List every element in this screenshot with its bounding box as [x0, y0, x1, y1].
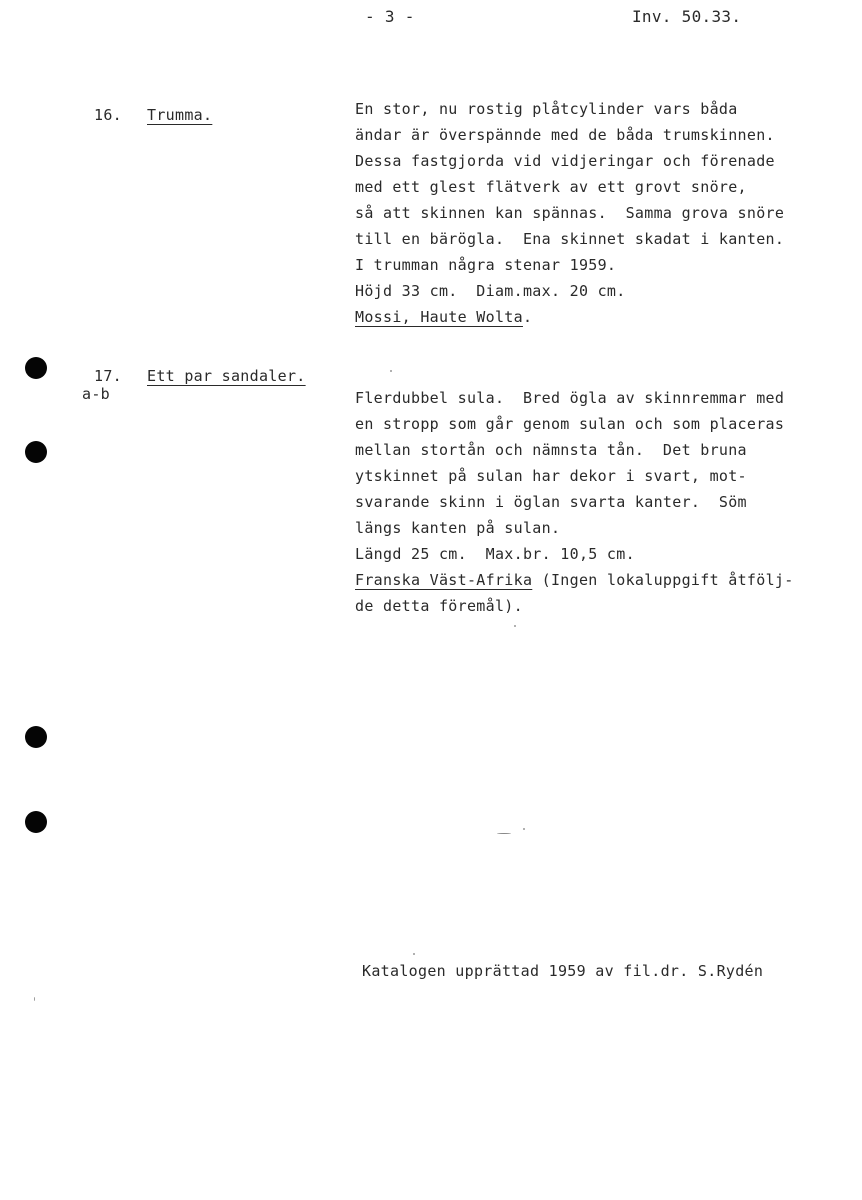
description-line: Höjd 33 cm. Diam.max. 20 cm. — [355, 282, 626, 300]
description-line: Längd 25 cm. Max.br. 10,5 cm. — [355, 545, 635, 563]
inventory-number: Inv. 50.33. — [632, 7, 742, 26]
provenance-location: Mossi, Haute Wolta — [355, 308, 523, 326]
punch-hole — [25, 726, 47, 748]
description-line: svarande skinn i öglan svarta kanter. Söm — [355, 493, 747, 511]
description-line: Flerdubbel sula. Bred ögla av skinnremmar med — [355, 389, 785, 407]
entry-17-title: Ett par sandaler. — [147, 367, 306, 385]
paper-speck — [413, 953, 415, 955]
entry-16-title: Trumma. — [147, 106, 213, 124]
description-line: med ett glest flätverk av ett grovt snöre, — [355, 178, 747, 196]
entry-17-number: 17. — [94, 367, 122, 385]
punch-hole — [25, 811, 47, 833]
punch-hole — [25, 441, 47, 463]
provenance-line — [355, 567, 794, 593]
paper-speck — [523, 828, 525, 830]
description-line: de detta föremål). — [355, 597, 523, 615]
description-line: En stor, nu rostig plåtcylinder vars båda — [355, 100, 738, 118]
description-line: ytskinnet på sulan har dekor i svart, mot- — [355, 467, 747, 485]
description-line: Dessa fastgjorda vid vidjeringar och förenade — [355, 152, 775, 170]
page-number: - 3 - — [365, 7, 415, 26]
provenance-suffix: (Ingen lokaluppgift åtfölj- — [532, 571, 794, 589]
catalog-signature: Katalogen upprättad 1959 av fil.dr. S.Rydén — [362, 962, 764, 980]
description-line: till en bärögla. Ena skinnet skadat i kanten. — [355, 230, 785, 248]
entry-17-description — [355, 385, 794, 619]
provenance-line — [355, 304, 784, 330]
punch-hole — [25, 357, 47, 379]
description-line: ändar är överspännde med de båda trumskinnen. — [355, 126, 775, 144]
provenance-location: Franska Väst-Afrika — [355, 571, 533, 589]
paper-speck — [390, 370, 392, 372]
entry-16-description — [355, 96, 784, 330]
description-line: mellan stortån och nämnsta tån. Det bruna — [355, 441, 747, 459]
description-line: I trumman några stenar 1959. — [355, 256, 617, 274]
description-line: en stropp som går genom sulan och som placeras — [355, 415, 785, 433]
paper-speck — [497, 833, 511, 834]
paper-speck — [34, 997, 35, 1001]
entry-17-subnumber: a-b — [82, 385, 110, 403]
paper-speck — [514, 625, 516, 627]
description-line: längs kanten på sulan. — [355, 519, 561, 537]
description-line: så att skinnen kan spännas. Samma grova snöre — [355, 204, 785, 222]
entry-16-number: 16. — [94, 106, 122, 124]
provenance-suffix: . — [522, 308, 533, 326]
